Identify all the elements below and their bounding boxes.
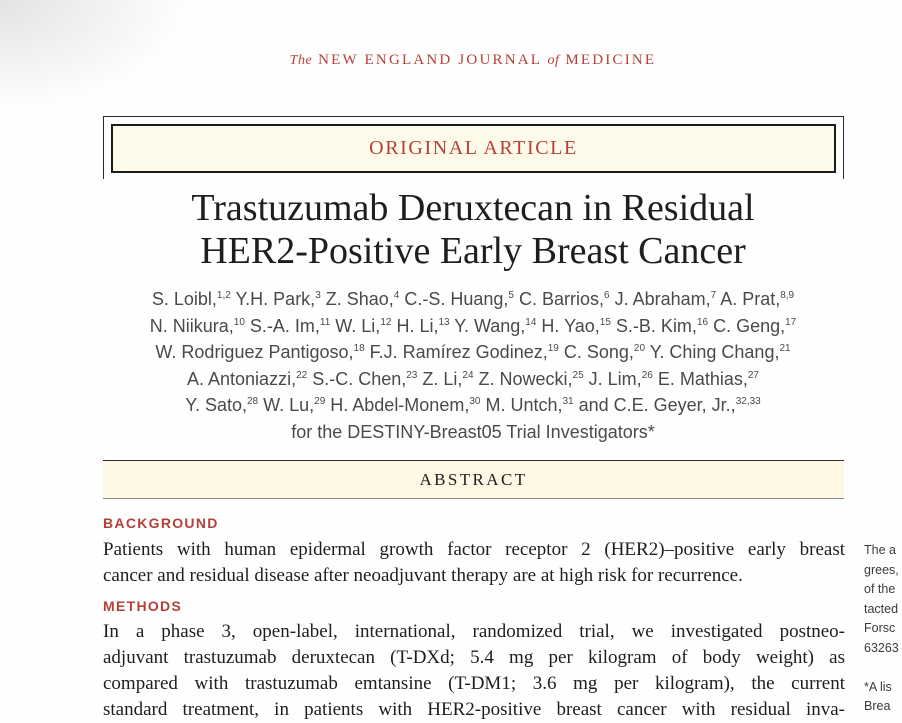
- affiliation-superscript: 24: [462, 369, 474, 381]
- author-name: Y. Ching Chang,: [645, 342, 780, 362]
- affiliation-superscript: 31: [562, 396, 574, 407]
- affiliation-superscript: 18: [353, 343, 365, 354]
- author-name: H. Yao,: [536, 315, 600, 336]
- journal-name-part1: NEW ENGLAND JOURNAL: [318, 52, 542, 68]
- author-name: A. Prat,: [716, 289, 781, 309]
- affiliation-superscript: 29: [314, 396, 326, 407]
- margin-note-line: 63263: [864, 640, 899, 655]
- author-name: C. Song,: [558, 342, 634, 362]
- methods-line: In a phase 3, open-label, international, randomized trial, we investigated postneo-: [103, 621, 845, 642]
- margin-note-line: [864, 658, 902, 678]
- abstract-heading: ABSTRACT: [419, 469, 528, 489]
- author-name: W. Lu,: [258, 395, 315, 415]
- affiliation-superscript: 7: [710, 290, 717, 301]
- affiliation-superscript: 8,9: [780, 290, 795, 301]
- affiliation-superscript: 28: [246, 396, 259, 407]
- author-name: S. Loibl,: [151, 289, 217, 309]
- affiliation-superscript: 10: [233, 316, 245, 328]
- author-name: Z. Li,: [417, 368, 463, 389]
- affiliation-superscript: 13: [438, 316, 450, 328]
- author-line: [0, 313, 902, 340]
- affiliation-superscript: 21: [779, 343, 791, 354]
- author-name: Z. Nowecki,: [473, 368, 573, 389]
- background-heading: BACKGROUND: [103, 515, 219, 531]
- background-line: Patients with human epidermal growth factor receptor 2 (HER2)–positive early breast: [103, 539, 845, 560]
- author-name: S.-C. Chen,: [307, 368, 407, 389]
- author-name: Y. Sato,: [185, 395, 247, 415]
- author-name: S.-B. Kim,: [610, 315, 697, 336]
- author-line: [0, 366, 902, 393]
- methods-text: [103, 619, 845, 723]
- affiliation-superscript: 22: [296, 369, 308, 381]
- article-type-box: [111, 124, 836, 173]
- title-line: Trastuzumab Deruxtecan in Residual: [191, 187, 755, 229]
- author-line: [0, 419, 902, 446]
- author-name: Y.H. Park,: [230, 289, 316, 309]
- title-line: HER2-Positive Early Breast Cancer: [200, 230, 746, 272]
- affiliation-superscript: 15: [599, 316, 611, 328]
- author-name: E. Mathias,: [652, 368, 748, 389]
- affiliation-superscript: 3: [315, 290, 321, 301]
- author-name: for the DESTINY-Breast05 Trial Investigators*: [291, 421, 655, 442]
- abstract-banner: [103, 460, 844, 499]
- author-name: J. Abraham,: [609, 289, 711, 309]
- affiliation-superscript: 4: [393, 290, 400, 301]
- author-name: F.J. Ramírez Godinez,: [364, 342, 548, 362]
- author-name: Z. Shao,: [320, 289, 394, 309]
- margin-note-line: Forsc: [864, 621, 896, 635]
- author-name: S.-A. Im,: [244, 315, 320, 336]
- author-name: C.-S. Huang,: [399, 289, 509, 309]
- author-name: C. Geng,: [708, 315, 786, 336]
- affiliation-superscript: 5: [508, 290, 514, 301]
- methods-line: compared with trastuzumab emtansine (T-DM1; 3.6 mg per kilogram), the current: [103, 673, 845, 694]
- author-list: [0, 286, 902, 445]
- affiliation-superscript: 1,2: [216, 290, 231, 301]
- affiliation-superscript: 27: [747, 369, 759, 381]
- affiliation-superscript: 20: [633, 343, 646, 354]
- margin-note-line: grees,: [864, 562, 899, 577]
- background-text: [103, 537, 845, 589]
- author-name: H. Abdel-Monem,: [325, 395, 470, 415]
- affiliation-superscript: 25: [572, 369, 584, 381]
- affiliation-superscript: 32,33: [735, 396, 761, 407]
- affiliation-superscript: 17: [785, 316, 797, 328]
- margin-note-line: The a: [864, 543, 896, 557]
- article-type-label: ORIGINAL ARTICLE: [369, 137, 578, 159]
- author-name: C. Barrios,: [513, 289, 604, 309]
- journal-the: The: [289, 53, 313, 68]
- affiliation-superscript: 30: [469, 396, 481, 407]
- affiliation-superscript: 19: [547, 343, 559, 354]
- author-line: [0, 339, 902, 366]
- margin-note-line: *A lis: [864, 679, 892, 694]
- author-name: H. Li,: [391, 315, 439, 336]
- author-name: J. Lim,: [583, 368, 642, 389]
- affiliation-superscript: 26: [641, 369, 653, 381]
- author-name: M. Untch,: [480, 395, 563, 415]
- margin-note-line: of the: [864, 582, 896, 596]
- methods-heading: METHODS: [103, 598, 183, 614]
- margin-note-line: Brea: [864, 699, 891, 713]
- methods-line: adjuvant trastuzumab deruxtecan (T-DXd; 5.4 mg per kilogram of body weight) as: [103, 647, 845, 668]
- affiliation-superscript: 16: [696, 316, 709, 328]
- author-name: W. Rodriguez Pantigoso,: [155, 342, 354, 362]
- author-name: N. Niikura,: [149, 315, 234, 336]
- journal-of: of: [547, 53, 560, 68]
- background-line: cancer and residual disease after neoadjuvant therapy are at high risk for recurrence.: [103, 565, 743, 586]
- affiliation-superscript: 23: [406, 369, 418, 381]
- author-name: Y. Wang,: [449, 315, 526, 336]
- author-name: W. Li,: [330, 315, 381, 336]
- margin-notes: [864, 541, 902, 717]
- affiliation-superscript: 11: [319, 316, 331, 328]
- affiliation-superscript: 6: [604, 290, 610, 301]
- article-title: [0, 187, 902, 273]
- journal-masthead: [0, 52, 902, 69]
- author-line: [0, 286, 902, 313]
- author-name: A. Antoniazzi,: [187, 368, 297, 389]
- affiliation-superscript: 12: [380, 316, 392, 328]
- affiliation-superscript: 14: [525, 316, 537, 328]
- author-line: [0, 392, 902, 419]
- author-name: and C.E. Geyer, Jr.,: [573, 395, 736, 415]
- methods-line: standard treatment, in patients with HER2-positive breast cancer with residual inva-: [103, 699, 845, 720]
- journal-name-part2: MEDICINE: [565, 52, 657, 68]
- margin-note-line: tacted: [864, 601, 899, 616]
